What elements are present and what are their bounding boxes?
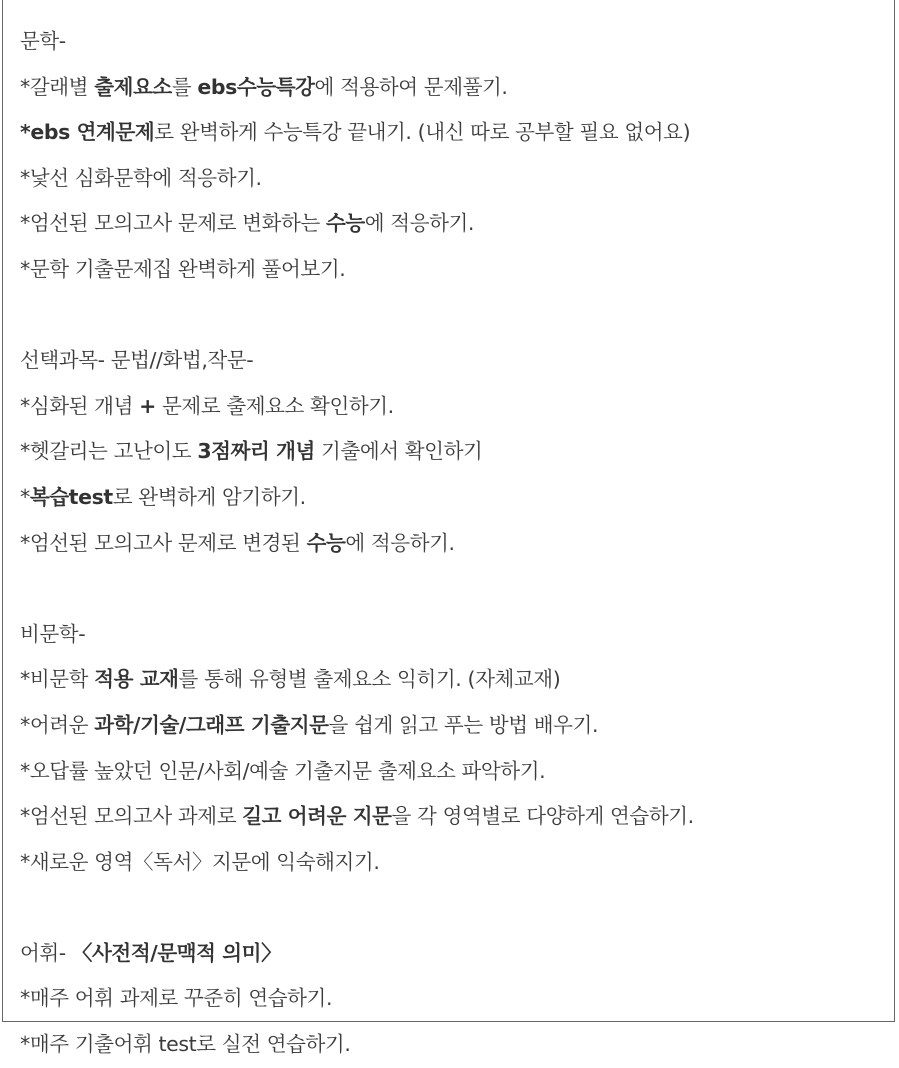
bullet-line [20,840,884,886]
text-segment: 수능 [325,211,365,236]
text-segment: *오답률 높았던 인문/사회/예술 기출지문 출제요소 파악하기. [20,758,546,783]
text-segment: 에 적용하여 문제풀기. [314,74,508,99]
text-segment: 길고 어려운 지문 [242,804,392,829]
bullet-line [20,429,884,475]
text-segment: *심화된 개념 [20,393,140,418]
text-segment: 에 적응하기. [364,211,475,236]
section-spacer [20,293,884,339]
text-segment: 로 완벽하게 암기하기. [112,484,306,509]
text-segment: 비문학- [20,621,86,646]
text-segment: 문제로 출제요소 확인하기. [155,393,394,418]
section-heading [20,612,884,658]
text-segment: *비문학 [20,667,95,692]
bullet-line [20,384,884,430]
bullet-line [20,156,884,202]
text-segment: *어려운 [20,712,95,737]
bullet-line [20,201,884,247]
text-segment: *매주 기출어휘 test로 실전 연습하기. [20,1032,351,1057]
content-box [2,0,895,1057]
bullet-line [20,976,884,1022]
text-segment: + [139,393,156,418]
text-segment: 에 적응하기. [345,530,455,555]
text-segment: 〈사전적/문맥적 의미〉 [71,940,282,965]
section-heading [20,931,884,977]
text-segment: 출제요소 [94,74,172,99]
text-segment: *갈래별 [20,74,95,99]
text-segment: 과학/기술/그래프 기출지문 [94,712,329,737]
bullet-line [20,703,884,749]
bullet-line [20,657,884,703]
text-segment: * [20,484,30,509]
bullet-line [20,65,884,111]
text-segment: *헷갈리는 고난이도 [20,439,198,464]
text-segment: 수능 [306,530,346,555]
text-segment: *낯선 심화문학에 적응하기. [20,165,262,190]
bullet-line [20,521,884,567]
text-segment: 선택과목- 문법//화법,작문- [20,348,254,373]
text-segment: 를 [171,74,198,99]
text-segment: *매주 어휘 과제로 꾸준히 연습하기. [20,986,333,1011]
section-heading [20,19,884,65]
text-segment: 적용 교재 [94,667,179,692]
text-segment: 복습test [29,484,113,509]
text-segment: 어휘- [20,940,72,965]
text-segment: *ebs 연계문제 [20,120,155,145]
text-segment: 기출에서 확인하기 [314,439,483,464]
section-spacer [20,566,884,612]
text-segment: 을 각 영역별로 다양하게 연습하기. [391,804,694,829]
bullet-line [20,475,884,521]
text-segment: *문학 기출문제집 완벽하게 풀어보기. [20,256,346,281]
text-segment: *엄선된 모의고사 문제로 변화하는 [20,211,326,236]
bullet-line [20,1022,884,1068]
section-heading [20,338,884,384]
text-segment: 를 통해 유형별 출제요소 익히기. (자체교재) [178,667,561,692]
text-segment: 3점짜리 개념 [197,439,315,464]
bullet-line [20,247,884,293]
document-body [20,19,884,1068]
bullet-line [20,794,884,840]
text-segment: *새로운 영역〈독서〉지문에 익숙해지기. [20,849,380,874]
text-segment: *엄선된 모의고사 과제로 [20,804,243,829]
bullet-line [20,110,884,156]
text-segment: *엄선된 모의고사 문제로 변경된 [20,530,307,555]
text-segment: ebs수능특강 [197,74,315,99]
bullet-line [20,749,884,795]
text-segment: 문학- [20,29,66,53]
section-spacer [20,885,884,931]
text-segment: 을 쉽게 읽고 푸는 방법 배우기. [328,712,599,737]
text-segment: 로 완벽하게 수능특강 끝내기. (내신 따로 공부할 필요 없어요) [154,120,691,145]
